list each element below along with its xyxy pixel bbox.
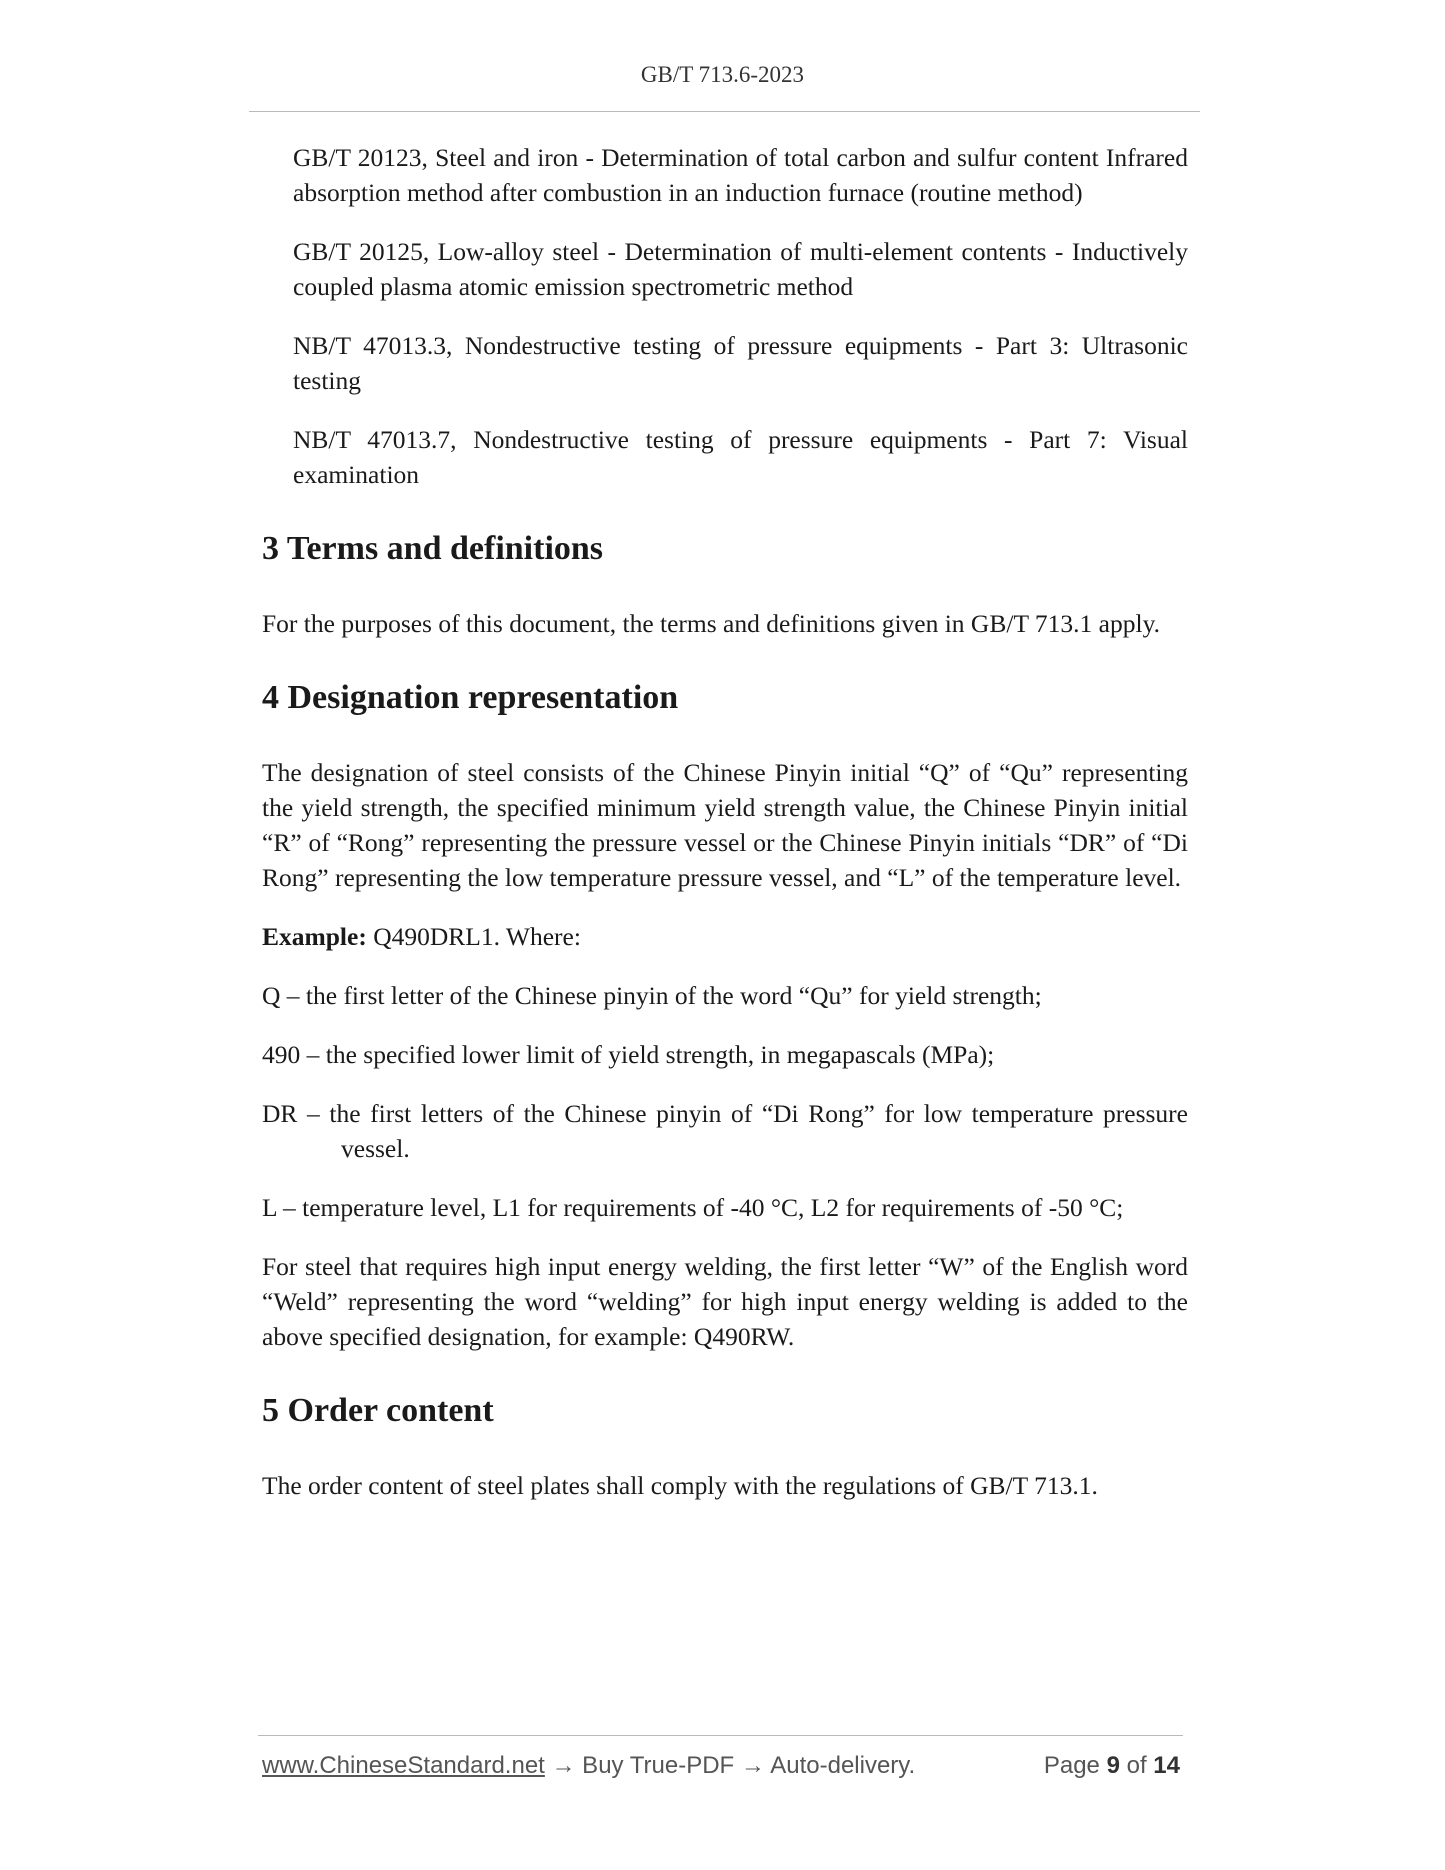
header-divider (249, 111, 1200, 112)
document-body (262, 140, 1188, 1527)
section-5-heading: 5 Order content (262, 1392, 494, 1429)
section-4-closing: For steel that requires high input energy welding, the first letter “W” of the English word “Weld” representing the word “welding” for high input energy welding is added to the above specified designation, for example: Q490RW. (262, 1252, 1188, 1351)
page-header: GB/T 713.6-2023 (640, 62, 805, 87)
example-line (262, 919, 1188, 954)
reference-gbt-20125: GB/T 20125, Low-alloy steel - Determination of multi-element contents - Inductively coupled plasma atomic emission spectrometric method (293, 237, 1188, 301)
footer-divider (258, 1735, 1183, 1736)
page-footer (262, 1752, 1180, 1780)
page-of: of (1126, 1752, 1147, 1779)
page-total: 14 (1153, 1752, 1180, 1779)
section-5-text: The order content of steel plates shall comply with the regulations of GB/T 713.1. (262, 1471, 1098, 1500)
promo-text: → Buy True-PDF → Auto-delivery. (544, 1752, 916, 1779)
example-label: Example: (262, 922, 367, 951)
reference-gbt-20123: GB/T 20123, Steel and iron - Determination of total carbon and sulfur content Infrared absorption method after combustion in an induction furnace (routine method) (293, 143, 1188, 207)
example-text: Q490DRL1. Where: (366, 922, 581, 951)
designation-item-490: 490 – the specified lower limit of yield strength, in megapascals (MPa); (262, 1040, 995, 1069)
designation-item-dr: DR – the first letters of the Chinese pinyin of “Di Rong” for low temperature pressure vessel. (262, 1099, 1188, 1163)
page-number (1044, 1752, 1180, 1780)
section-3-heading: 3 Terms and definitions (262, 530, 604, 567)
website-link[interactable]: www.ChineseStandard.net (262, 1752, 545, 1779)
section-3-text: For the purposes of this document, the terms and definitions given in GB/T 713.1 apply. (262, 609, 1161, 638)
page-label: Page (1043, 1752, 1100, 1779)
designation-item-q: Q – the first letter of the Chinese pinyin of the word “Qu” for yield strength; (262, 981, 1042, 1010)
reference-nbt-47013-7: NB/T 47013.7, Nondestructive testing of pressure equipments - Part 7: Visual examination (293, 425, 1188, 489)
section-4-heading: 4 Designation representation (262, 679, 679, 716)
page-current: 9 (1106, 1752, 1120, 1779)
designation-item-l: L – temperature level, L1 for requirements of -40 °C, L2 for requirements of -50 °C; (262, 1193, 1124, 1222)
section-4-intro: The designation of steel consists of the Chinese Pinyin initial “Q” of “Qu” representing the yield strength, the specified minimum yield strength value, the Chinese Pinyin initial “R” of “Rong” representing the pressure vessel or the Chinese Pinyin initials “DR” of “Di Rong” representing the low temperature pressure vessel, and “L” of the temperature level. (262, 758, 1188, 892)
reference-nbt-47013-3: NB/T 47013.3, Nondestructive testing of pressure equipments - Part 3: Ultrasonic testing (293, 331, 1188, 395)
